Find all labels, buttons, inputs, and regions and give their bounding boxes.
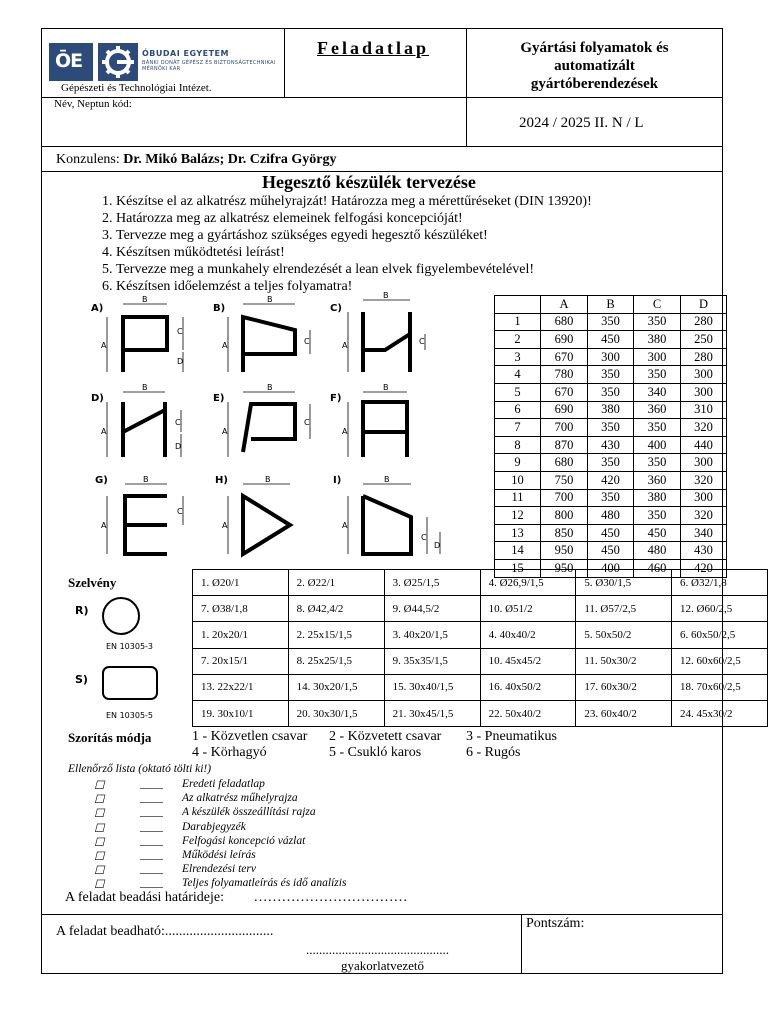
table-cell: 24. 45x30/2 <box>672 700 768 726</box>
table-cell: 350 <box>634 507 681 525</box>
table-cell: 400 <box>588 559 634 577</box>
table-cell: 5 <box>495 383 541 401</box>
semester: 2024 / 2025 II. N / L <box>519 115 644 131</box>
task-list <box>90 193 592 295</box>
table-cell: 300 <box>681 489 727 507</box>
table-cell: 750 <box>541 471 588 489</box>
clamping-option: 4 - Körhagyó <box>192 745 267 760</box>
table-header: A <box>541 296 588 314</box>
checkbox[interactable]: ☐ <box>94 808 105 821</box>
table-row <box>495 331 727 349</box>
table-cell: 480 <box>588 507 634 525</box>
table-cell: 300 <box>681 454 727 472</box>
blank-line: ____ <box>140 792 163 805</box>
dim-label: A <box>222 341 228 350</box>
table-header: C <box>634 296 681 314</box>
table-cell: 670 <box>541 383 588 401</box>
deadline-blank[interactable]: …………………………… <box>253 890 408 905</box>
university-logo: ŌE <box>49 43 93 81</box>
shape-i <box>363 496 411 554</box>
task-item: 3. Tervezze meg a gyártáshoz szükséges egyedi hegesztő készüléket! <box>116 227 592 244</box>
table-cell: 320 <box>681 419 727 437</box>
table-cell: 4 <box>495 366 541 384</box>
checkbox[interactable]: ☐ <box>94 879 105 892</box>
dim-label: B <box>383 292 389 300</box>
table-row <box>495 383 727 401</box>
dim-label: C <box>419 337 425 346</box>
divider <box>41 97 723 98</box>
checkbox[interactable]: ☐ <box>94 822 105 835</box>
shape-label: A) <box>91 303 104 314</box>
divider <box>521 914 522 974</box>
table-cell: 340 <box>634 383 681 401</box>
shape-label: C) <box>330 303 342 314</box>
table-cell: 8. Ø42,4/2 <box>288 596 384 622</box>
table-cell: 6. Ø32/1,8 <box>672 570 768 596</box>
table-header <box>495 296 541 314</box>
table-cell: 5. 50x50/2 <box>576 622 672 648</box>
table-cell: 700 <box>541 489 588 507</box>
table-cell: 5. Ø30/1,5 <box>576 570 672 596</box>
table-cell: 280 <box>681 313 727 331</box>
dim-label: C <box>304 418 310 427</box>
table-cell: 380 <box>634 489 681 507</box>
table-cell: 870 <box>541 436 588 454</box>
table-row <box>495 436 727 454</box>
checklist-item <box>90 792 346 806</box>
dim-label: C <box>175 418 181 427</box>
round-label: R) <box>75 604 89 617</box>
checklist-label: A készülék összeállítási rajza <box>182 806 316 819</box>
table-cell: 950 <box>541 559 588 577</box>
table-row <box>495 471 727 489</box>
table-cell: 420 <box>588 471 634 489</box>
table-cell: 380 <box>588 401 634 419</box>
table-cell: 2 <box>495 331 541 349</box>
table-row <box>193 622 768 648</box>
university-name: ÓBUDAI EGYETEM <box>142 49 229 58</box>
table-cell: 350 <box>588 489 634 507</box>
table-cell: 450 <box>588 542 634 560</box>
checklist-item <box>90 821 346 835</box>
divider <box>41 914 723 915</box>
shape-h <box>243 496 290 554</box>
table-cell: 350 <box>634 454 681 472</box>
table-cell: 350 <box>588 313 634 331</box>
table-row <box>495 524 727 542</box>
points-label: Pontszám: <box>526 916 585 931</box>
sheet-title: Feladatlap <box>317 38 430 58</box>
table-cell: 780 <box>541 366 588 384</box>
task-item: 2. Határozza meg az alkatrész elemeinek felfogási koncepcióját! <box>116 210 592 227</box>
table-row <box>495 348 727 366</box>
shape-label: G) <box>95 475 108 486</box>
dim-label: D <box>434 541 441 550</box>
shape-label: H) <box>215 475 228 486</box>
table-cell: 300 <box>681 383 727 401</box>
table-cell: 320 <box>681 471 727 489</box>
table-cell: 440 <box>681 436 727 454</box>
task-item: 6. Készítsen időelemzést a teljes folyamatra! <box>116 278 592 295</box>
shape-label: I) <box>333 475 342 486</box>
table-cell: 13. 22x22/1 <box>193 674 289 700</box>
table-header-row <box>495 296 727 314</box>
table-cell: 700 <box>541 419 588 437</box>
table-cell: 6 <box>495 401 541 419</box>
clamping-option: 3 - Pneumatikus <box>466 729 557 744</box>
part-shapes-drawing <box>85 292 460 567</box>
checkbox[interactable]: ☐ <box>94 865 105 878</box>
table-row <box>495 401 727 419</box>
task-title: Hegesztő készülék tervezése <box>262 172 476 192</box>
shape-label: F) <box>330 393 342 404</box>
table-cell: 350 <box>634 313 681 331</box>
checklist-title: Ellenőrző lista (oktató tölti ki!) <box>68 763 212 775</box>
table-cell: 360 <box>634 401 681 419</box>
checkbox[interactable]: ☐ <box>94 794 105 807</box>
table-cell: 430 <box>588 436 634 454</box>
name-field-label: Név, Neptun kód: <box>54 98 132 110</box>
checklist-item <box>90 863 346 877</box>
dim-label: B <box>267 295 273 304</box>
table-cell: 350 <box>588 383 634 401</box>
shape-g <box>125 496 167 554</box>
dim-label: C <box>421 533 427 542</box>
table-cell: 12. Ø60/2,5 <box>672 596 768 622</box>
table-cell: 4. Ø26,9/1,5 <box>480 570 576 596</box>
dim-label: A <box>222 521 228 530</box>
table-cell: 300 <box>634 348 681 366</box>
dim-label: A <box>101 341 107 350</box>
table-cell: 420 <box>681 559 727 577</box>
shape-b <box>243 317 295 372</box>
consultants-line <box>56 152 336 168</box>
table-cell: 690 <box>541 401 588 419</box>
clamping-option: 6 - Rugós <box>466 745 521 760</box>
shape-label: D) <box>91 393 104 404</box>
shape-f <box>363 402 407 457</box>
table-cell: 360 <box>634 471 681 489</box>
square-tube-icon <box>102 666 158 700</box>
table-cell: 4. 40x40/2 <box>480 622 576 648</box>
table-cell: 18. 70x60/2,5 <box>672 674 768 700</box>
checklist-item <box>90 835 346 849</box>
consultants-label: Konzulens: <box>56 152 120 167</box>
gear-logo-icon <box>98 43 138 81</box>
dim-label: B <box>142 295 148 304</box>
table-cell: 450 <box>588 524 634 542</box>
table-row <box>495 419 727 437</box>
checklist-label: Elrendezési terv <box>182 863 256 876</box>
profile-label: Szelvény <box>68 575 117 590</box>
table-cell: 400 <box>634 436 681 454</box>
subject-line: gyártóberendezések <box>530 76 659 92</box>
shape-c <box>363 312 410 372</box>
checklist-label: Az alkatrész műhelyrajza <box>182 792 298 805</box>
subject-line: Gyártási folyamatok és <box>520 40 669 56</box>
table-cell: 15. 30x40/1,5 <box>384 674 480 700</box>
shape-d <box>123 402 165 457</box>
table-cell: 10. 45x45/2 <box>480 648 576 674</box>
table-cell: 17. 60x30/2 <box>576 674 672 700</box>
table-row <box>193 648 768 674</box>
table-cell: 450 <box>634 524 681 542</box>
checklist-label: Működési leírás <box>182 848 256 861</box>
table-row <box>495 542 727 560</box>
table-cell: 350 <box>634 419 681 437</box>
dim-label: A <box>342 427 348 436</box>
table-cell: 7. Ø38/1,8 <box>193 596 289 622</box>
checklist-item <box>90 806 346 820</box>
table-row <box>495 366 727 384</box>
table-cell: 11. Ø57/2,5 <box>576 596 672 622</box>
table-row <box>495 454 727 472</box>
dim-label: B <box>384 475 390 484</box>
dim-label: B <box>143 475 149 484</box>
table-cell: 430 <box>681 542 727 560</box>
blank-line: ____ <box>140 877 163 890</box>
table-cell: 1. Ø20/1 <box>193 570 289 596</box>
table-cell: 800 <box>541 507 588 525</box>
table-cell: 850 <box>541 524 588 542</box>
table-cell: 10. Ø51/2 <box>480 596 576 622</box>
submit-line: A feladat beadható:............................... <box>56 924 274 939</box>
table-cell: 3. Ø25/1,5 <box>384 570 480 596</box>
checkbox[interactable]: ☐ <box>94 780 105 792</box>
blank-line: ____ <box>140 848 163 861</box>
checklist-item <box>90 778 346 792</box>
table-cell: 480 <box>634 542 681 560</box>
consultants: Dr. Mikó Balázs; Dr. Czifra György <box>123 152 337 167</box>
table-cell: 19. 30x10/1 <box>193 700 289 726</box>
table-cell: 310 <box>681 401 727 419</box>
signature-label: gyakorlatvezető <box>341 958 425 973</box>
shape-label: B) <box>213 303 226 314</box>
table-cell: 8 <box>495 436 541 454</box>
table-cell: 9. 35x35/1,5 <box>384 648 480 674</box>
dim-label: A <box>342 521 348 530</box>
table-cell: 280 <box>681 348 727 366</box>
table-cell: 320 <box>681 507 727 525</box>
table-cell: 14. 30x20/1,5 <box>288 674 384 700</box>
blank-line: ____ <box>140 806 163 819</box>
round-tube-icon <box>102 597 140 635</box>
checklist-label: Darabjegyzék <box>182 820 246 833</box>
checkbox[interactable]: ☐ <box>94 850 105 863</box>
table-cell: 680 <box>541 313 588 331</box>
table-cell: 9 <box>495 454 541 472</box>
checklist-label: Felfogási koncepció vázlat <box>182 834 306 847</box>
table-cell: 690 <box>541 331 588 349</box>
task-item: 5. Tervezze meg a munkahely elrendezését a lean elvek figyelembevételével! <box>116 261 592 278</box>
clamping-label: Szorítás módja <box>68 730 152 745</box>
table-cell: 7. 20x15/1 <box>193 648 289 674</box>
dim-label: C <box>177 327 183 336</box>
table-cell: 350 <box>588 454 634 472</box>
blank-line: ____ <box>140 834 163 847</box>
table-cell: 2. Ø22/1 <box>288 570 384 596</box>
table-cell: 6. 60x50/2,5 <box>672 622 768 648</box>
table-cell: 460 <box>634 559 681 577</box>
table-cell: 350 <box>588 419 634 437</box>
table-cell: 3. 40x20/1,5 <box>384 622 480 648</box>
table-cell: 300 <box>588 348 634 366</box>
checklist-label: Teljes folyamatleírás és idő analízis <box>182 877 347 890</box>
table-cell: 450 <box>588 331 634 349</box>
table-cell: 350 <box>588 366 634 384</box>
deadline-line <box>65 890 407 906</box>
dim-label: C <box>177 507 183 516</box>
table-cell: 8. 25x25/1,5 <box>288 648 384 674</box>
institute-name: Gépészeti és Technológiai Intézet. <box>61 82 212 94</box>
table-row <box>193 674 768 700</box>
dim-label: D <box>175 442 182 451</box>
table-cell: 11. 50x30/2 <box>576 648 672 674</box>
table-cell: 350 <box>634 366 681 384</box>
round-standard: EN 10305-3 <box>106 642 154 651</box>
table-row <box>495 489 727 507</box>
clamping-option: 5 - Csukló karos <box>329 745 422 760</box>
table-cell: 16. 40x50/2 <box>480 674 576 700</box>
dim-label: C <box>304 337 310 346</box>
table-cell: 380 <box>634 331 681 349</box>
dim-label: A <box>101 521 107 530</box>
table-cell: 20. 30x30/1,5 <box>288 700 384 726</box>
dim-label: A <box>222 427 228 436</box>
blank-line: ____ <box>140 820 163 833</box>
university-name-block <box>142 49 282 72</box>
table-cell: 23. 60x40/2 <box>576 700 672 726</box>
table-cell: 680 <box>541 454 588 472</box>
subject-title <box>466 39 723 93</box>
checklist-item <box>90 849 346 863</box>
table-cell: 11 <box>495 489 541 507</box>
dim-label: A <box>101 427 107 436</box>
table-row <box>495 313 727 331</box>
dim-label: A <box>342 341 348 350</box>
table-cell: 13 <box>495 524 541 542</box>
square-standard: EN 10305-5 <box>106 711 154 720</box>
profile-table <box>192 569 768 727</box>
clamping-option: 1 - Közvetlen csavar <box>192 729 308 744</box>
table-header: D <box>681 296 727 314</box>
shape-a <box>123 317 167 372</box>
table-cell: 14 <box>495 542 541 560</box>
table-header: B <box>588 296 634 314</box>
table-cell: 950 <box>541 542 588 560</box>
table-cell: 1 <box>495 313 541 331</box>
square-label: S) <box>75 673 88 686</box>
table-cell: 15 <box>495 559 541 577</box>
table-row <box>193 570 768 596</box>
table-cell: 1. 20x20/1 <box>193 622 289 648</box>
divider <box>41 146 723 147</box>
table-cell: 250 <box>681 331 727 349</box>
table-row <box>193 700 768 726</box>
dim-label: B <box>267 383 273 392</box>
table-cell: 9. Ø44,5/2 <box>384 596 480 622</box>
table-cell: 670 <box>541 348 588 366</box>
dim-label: B <box>265 475 271 484</box>
checklist <box>90 778 346 892</box>
table-cell: 12 <box>495 507 541 525</box>
dim-label: B <box>383 383 389 392</box>
dimension-table <box>494 295 727 578</box>
shape-e <box>243 404 295 452</box>
blank-line: ____ <box>140 863 163 876</box>
task-item: 1. Készítse el az alkatrész műhelyrajzát! Határozza meg a mérettűréseket (DIN 13920)! <box>116 193 592 210</box>
table-cell: 12. 60x60/2,5 <box>672 648 768 674</box>
shape-label: E) <box>213 393 225 404</box>
table-cell: 3 <box>495 348 541 366</box>
table-cell: 7 <box>495 419 541 437</box>
table-cell: 10 <box>495 471 541 489</box>
blank-line: ____ <box>140 778 163 790</box>
signature-line: ............................................ <box>306 942 449 957</box>
clamping-option: 2 - Közvetett csavar <box>329 729 442 744</box>
divider <box>284 28 285 97</box>
checkbox[interactable]: ☐ <box>94 836 105 849</box>
deadline-label: A feladat beadási határideje: <box>65 890 224 905</box>
faculty-name: BÁNKI DONÁT GÉPÉSZ ÉS BIZTONSÁGTECHNIKAI MÉRNÖKI KAR <box>142 60 276 72</box>
task-item: 4. Készítsen működtetési leírást! <box>116 244 592 261</box>
table-cell: 22. 50x40/2 <box>480 700 576 726</box>
checklist-label: Eredeti feladatlap <box>182 778 265 790</box>
table-row <box>495 507 727 525</box>
table-cell: 2. 25x15/1,5 <box>288 622 384 648</box>
subject-line: automatizált <box>554 58 635 74</box>
table-cell: 340 <box>681 524 727 542</box>
table-row <box>193 596 768 622</box>
table-cell: 21. 30x45/1,5 <box>384 700 480 726</box>
dim-label: B <box>142 383 148 392</box>
table-cell: 300 <box>681 366 727 384</box>
dim-label: D <box>177 357 184 366</box>
